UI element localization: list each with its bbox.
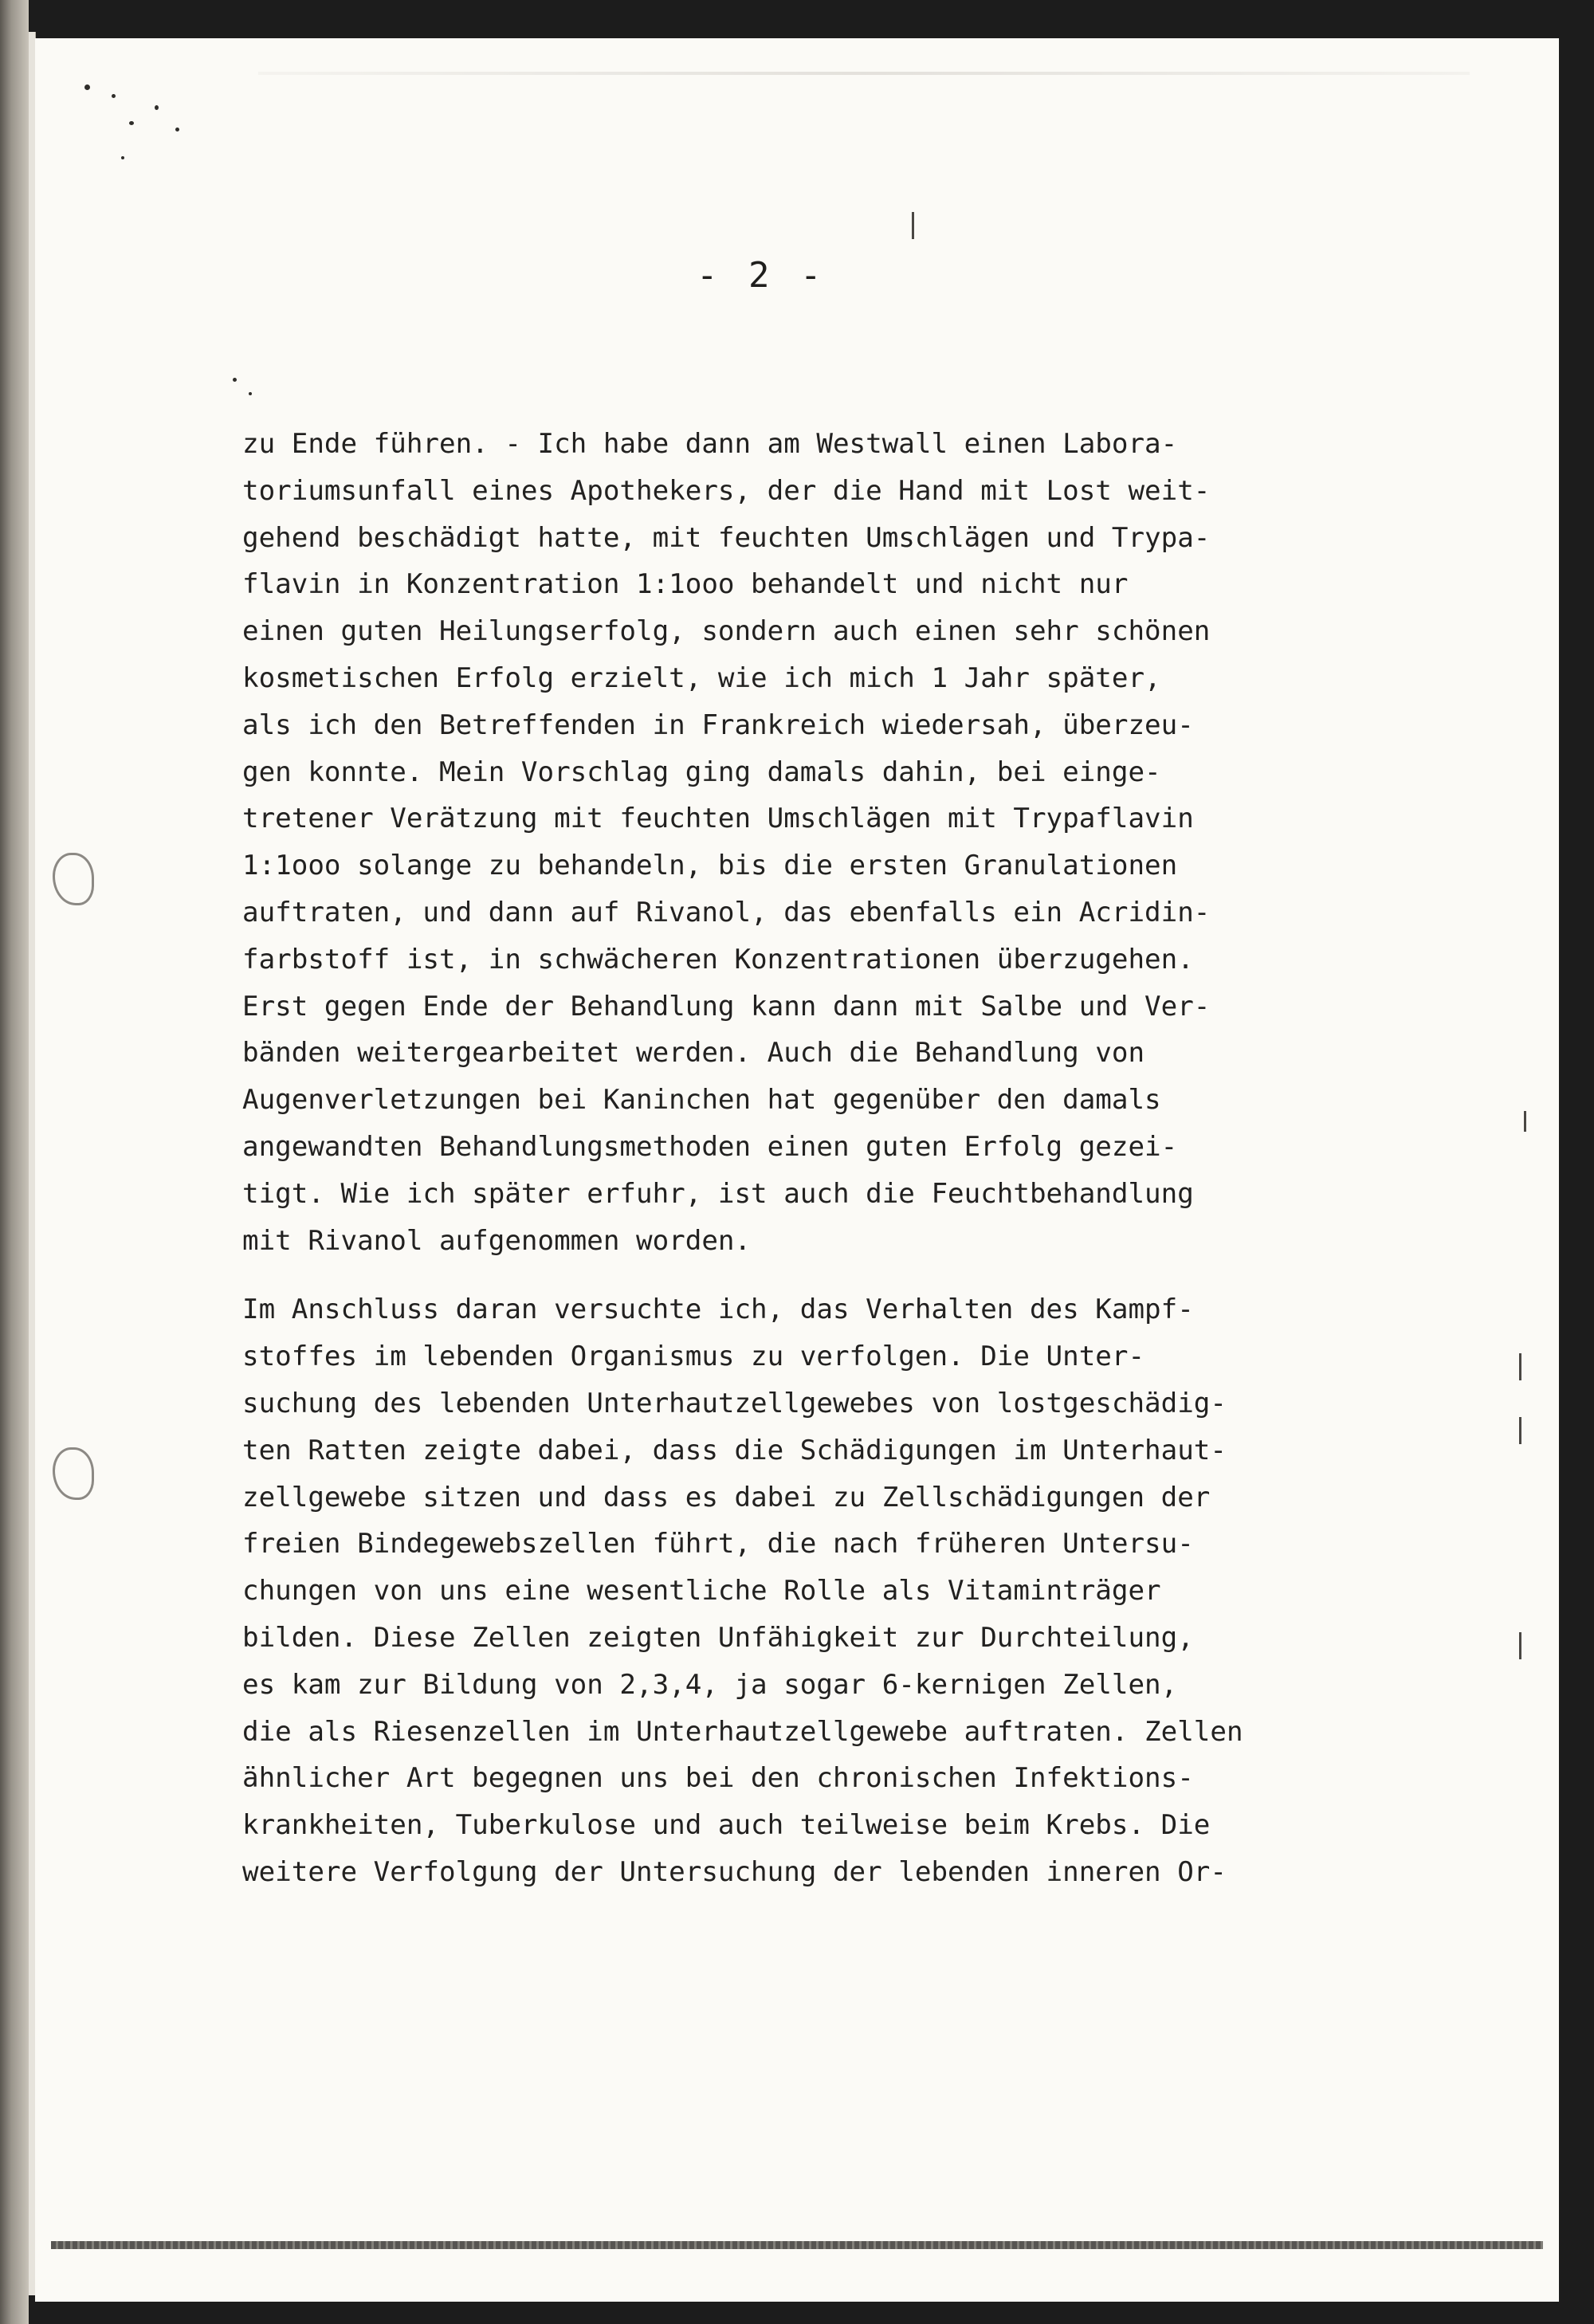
text-line: einen guten Heilungserfolg, sondern auch einen sehr schönen — [242, 615, 1211, 648]
ink-speck — [175, 128, 179, 132]
text-line: kosmetischen Erfolg erzielt, wie ich mich 1 Jahr später, — [242, 661, 1161, 694]
margin-mark — [1519, 1632, 1521, 1659]
ink-speck — [84, 84, 90, 90]
ink-speck — [233, 378, 237, 382]
text-line: Augenverletzungen bei Kaninchen hat gegenüber den damals — [242, 1084, 1161, 1117]
margin-mark — [1524, 1111, 1526, 1132]
margin-mark — [1519, 1417, 1521, 1444]
text-line: ähnlicher Art begegnen uns bei den chronischen Infektions- — [242, 1762, 1194, 1795]
text-line: gen konnte. Mein Vorschlag ging damals dahin, bei einge- — [242, 756, 1161, 788]
ink-speck — [112, 94, 116, 98]
text-line: gehend beschädigt hatte, mit feuchten Umschlägen und Trypa- — [242, 521, 1211, 554]
text-line: toriumsunfall eines Apothekers, der die Hand mit Lost weit- — [242, 474, 1211, 507]
text-line: tretener Verätzung mit feuchten Umschlägen mit Trypaflavin — [242, 803, 1194, 835]
bleed-through-rule — [258, 72, 1470, 75]
text-line: weitere Verfolgung der Untersuchung der lebenden inneren Or- — [242, 1855, 1227, 1888]
text-line: stoffes im lebenden Organismus zu verfolgen. Die Unter- — [242, 1341, 1145, 1373]
text-line: krankheiten, Tuberkulose und auch teilweise beim Krebs. Die — [242, 1809, 1211, 1842]
text-line: chungen von uns eine wesentliche Rolle als Vitaminträger — [242, 1575, 1161, 1608]
text-line: suchung des lebenden Unterhautzellgewebes von lostgeschädig- — [242, 1387, 1227, 1419]
text-line: mit Rivanol aufgenommen worden. — [242, 1224, 752, 1257]
ink-speck — [121, 156, 124, 159]
text-line: tigt. Wie ich später erfuhr, ist auch die Feuchtbehandlung — [242, 1177, 1194, 1210]
staple-mark — [53, 1447, 94, 1500]
text-line: Im Anschluss daran versuchte ich, das Verhalten des Kampf- — [242, 1294, 1194, 1326]
paragraph-2 — [242, 1286, 1470, 1895]
typed-text-body — [242, 421, 1470, 1896]
text-line: ten Ratten zeigte dabei, dass die Schädigungen im Unterhaut- — [242, 1434, 1227, 1466]
paragraph-1 — [242, 421, 1470, 1264]
margin-mark — [1519, 1353, 1521, 1380]
text-line: die als Riesenzellen im Unterhautzellgewebe auftraten. Zellen — [242, 1715, 1243, 1748]
text-line: bilden. Diese Zellen zeigten Unfähigkeit zur Durchteilung, — [242, 1621, 1194, 1654]
staple-mark — [53, 853, 94, 905]
page-number: - 2 - — [697, 255, 826, 296]
text-line: zu Ende führen. - Ich habe dann am Westwall einen Labora- — [242, 428, 1178, 460]
ink-speck — [155, 105, 159, 110]
text-line: bänden weitergearbeitet werden. Auch die Behandlung von — [242, 1037, 1145, 1070]
text-line: 1:1ooo solange zu behandeln, bis die ersten Granulationen — [242, 850, 1178, 882]
text-line: flavin in Konzentration 1:1ooo behandelt und nicht nur — [242, 568, 1129, 601]
bottom-rule — [51, 2241, 1543, 2249]
binder-strip — [0, 0, 29, 2324]
margin-mark — [912, 212, 914, 239]
text-line: zellgewebe sitzen und dass es dabei zu Zellschädigungen der — [242, 1481, 1211, 1513]
text-line: Erst gegen Ende der Behandlung kann dann mit Salbe und Ver- — [242, 990, 1211, 1023]
text-line: freien Bindegewebszellen führt, die nach früheren Untersu- — [242, 1528, 1194, 1560]
text-line: farbstoff ist, in schwächeren Konzentrationen überzugehen. — [242, 943, 1194, 976]
ink-speck — [249, 392, 252, 395]
text-line: als ich den Betreffenden in Frankreich wiedersah, überzeu- — [242, 709, 1194, 741]
text-line: auftraten, und dann auf Rivanol, das ebenfalls ein Acridin- — [242, 896, 1211, 928]
text-line: angewandten Behandlungsmethoden einen guten Erfolg gezei- — [242, 1130, 1178, 1163]
ink-speck — [129, 121, 134, 125]
text-line: es kam zur Bildung von 2,3,4, ja sogar 6-kernigen Zellen, — [242, 1668, 1178, 1701]
